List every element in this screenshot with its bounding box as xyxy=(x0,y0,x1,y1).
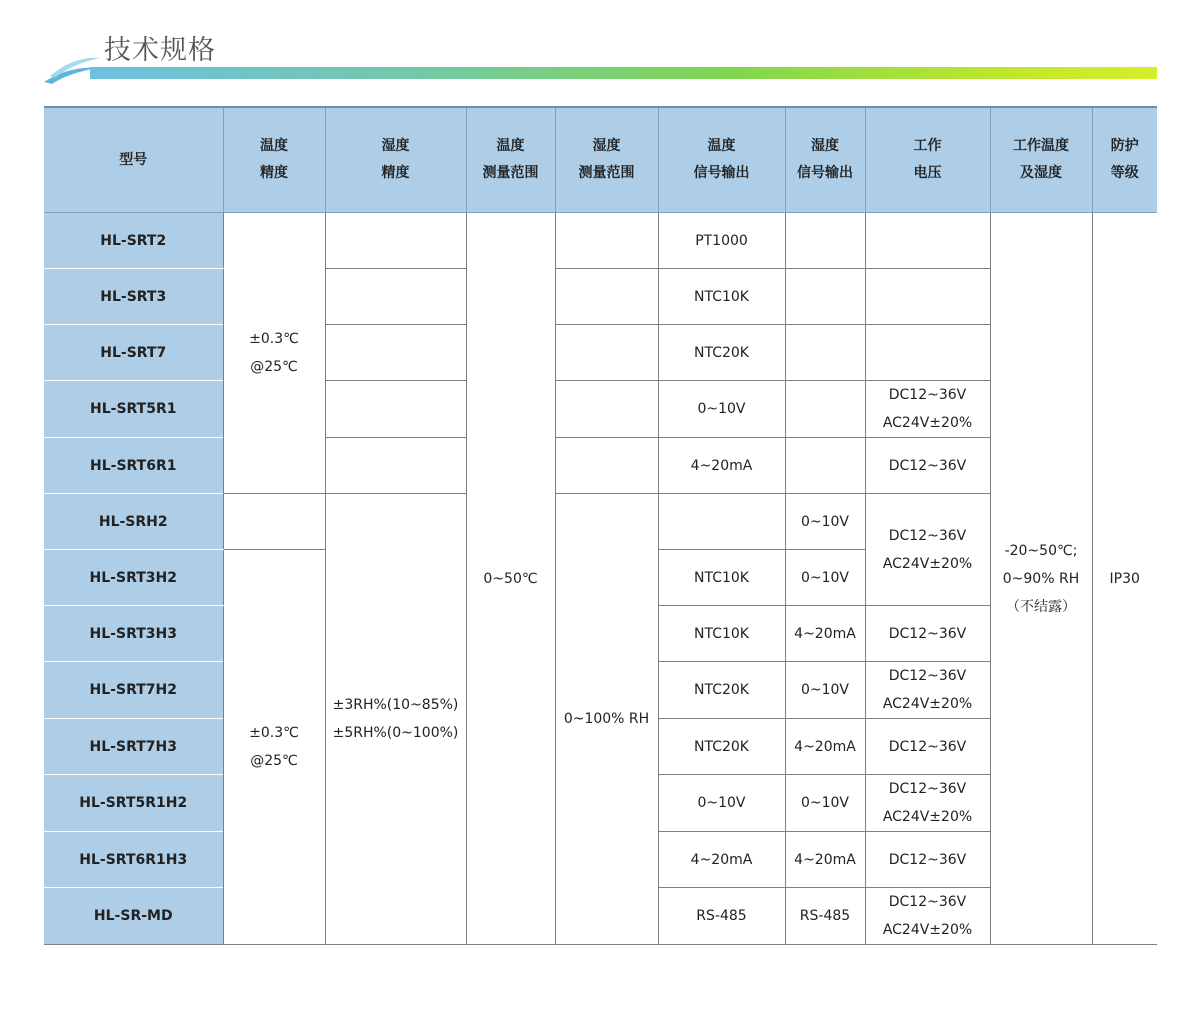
temp-signal-cell: 4~20mA xyxy=(658,438,785,494)
spec-table xyxy=(44,106,1157,945)
humidity-signal-cell xyxy=(785,325,865,381)
model-cell: HL-SRH2 xyxy=(44,494,223,550)
humidity-range-cell xyxy=(555,438,658,494)
voltage-cell: DC12~36V AC24V±20% xyxy=(865,775,990,832)
model-cell: HL-SRT2 xyxy=(44,213,223,269)
humidity-range-cell xyxy=(555,325,658,381)
humidity-signal-cell xyxy=(785,213,865,269)
voltage-cell xyxy=(865,325,990,381)
humidity-signal-cell xyxy=(785,438,865,494)
temp-signal-cell: 4~20mA xyxy=(658,832,785,888)
model-cell: HL-SRT5R1 xyxy=(44,381,223,438)
protection-cell: IP30 xyxy=(1092,213,1157,945)
model-cell: HL-SRT3H3 xyxy=(44,606,223,662)
humidity-range-cell xyxy=(555,381,658,438)
table-row xyxy=(44,213,1157,269)
voltage-cell: DC12~36V AC24V±20% xyxy=(865,888,990,945)
header-temp-signal: 温度 信号输出 xyxy=(658,107,785,213)
humidity-signal-cell: 4~20mA xyxy=(785,719,865,775)
voltage-cell: DC12~36V xyxy=(865,606,990,662)
humidity-signal-cell xyxy=(785,269,865,325)
voltage-cell: DC12~36V xyxy=(865,832,990,888)
operating-env-cell: -20~50℃; 0~90% RH （不结露） xyxy=(990,213,1092,945)
model-cell: HL-SRT3 xyxy=(44,269,223,325)
voltage-cell xyxy=(865,269,990,325)
header-row xyxy=(44,107,1157,213)
temp-signal-cell: RS-485 xyxy=(658,888,785,945)
section-header xyxy=(0,0,1200,90)
temp-accuracy-cell: ±0.3℃ @25℃ xyxy=(223,550,325,945)
header-temp-accuracy: 温度 精度 xyxy=(223,107,325,213)
model-cell: HL-SRT3H2 xyxy=(44,550,223,606)
header-protection: 防护 等级 xyxy=(1092,107,1157,213)
header-temp-range: 温度 测量范围 xyxy=(466,107,555,213)
header-humidity-accuracy: 湿度 精度 xyxy=(325,107,466,213)
temp-signal-cell: 0~10V xyxy=(658,775,785,832)
model-cell: HL-SRT7H3 xyxy=(44,719,223,775)
humidity-accuracy-cell xyxy=(325,381,466,438)
voltage-cell: DC12~36V xyxy=(865,719,990,775)
voltage-cell: DC12~36V xyxy=(865,438,990,494)
humidity-accuracy-cell xyxy=(325,438,466,494)
humidity-range-cell xyxy=(555,269,658,325)
humidity-signal-cell xyxy=(785,381,865,438)
humidity-signal-cell: 4~20mA xyxy=(785,832,865,888)
header-humidity-range: 湿度 测量范围 xyxy=(555,107,658,213)
humidity-range-cell xyxy=(555,213,658,269)
header-humidity-signal: 湿度 信号输出 xyxy=(785,107,865,213)
humidity-range-cell: 0~100% RH xyxy=(555,494,658,945)
temp-signal-cell: NTC20K xyxy=(658,719,785,775)
model-cell: HL-SRT6R1 xyxy=(44,438,223,494)
temp-signal-cell: NTC20K xyxy=(658,662,785,719)
voltage-cell: DC12~36V AC24V±20% xyxy=(865,662,990,719)
temp-accuracy-cell xyxy=(223,494,325,550)
model-cell: HL-SRT7H2 xyxy=(44,662,223,719)
model-cell: HL-SRT7 xyxy=(44,325,223,381)
humidity-signal-cell: 0~10V xyxy=(785,662,865,719)
temp-range-cell: 0~50℃ xyxy=(466,213,555,945)
temp-signal-cell: NTC10K xyxy=(658,550,785,606)
voltage-cell: DC12~36V AC24V±20% xyxy=(865,381,990,438)
temp-signal-cell: NTC20K xyxy=(658,325,785,381)
humidity-accuracy-cell xyxy=(325,325,466,381)
voltage-cell: DC12~36V AC24V±20% xyxy=(865,494,990,606)
humidity-accuracy-cell: ±3RH%(10~85%) ±5RH%(0~100%) xyxy=(325,494,466,945)
header-model: 型号 xyxy=(44,107,223,213)
page-title: 技术规格 xyxy=(104,35,216,66)
humidity-signal-cell: 0~10V xyxy=(785,550,865,606)
temp-signal-cell: PT1000 xyxy=(658,213,785,269)
humidity-signal-cell: 0~10V xyxy=(785,775,865,832)
humidity-signal-cell: 0~10V xyxy=(785,494,865,550)
humidity-accuracy-cell xyxy=(325,213,466,269)
model-cell: HL-SRT6R1H3 xyxy=(44,832,223,888)
header-voltage: 工作 电压 xyxy=(865,107,990,213)
humidity-signal-cell: RS-485 xyxy=(785,888,865,945)
humidity-accuracy-cell xyxy=(325,269,466,325)
temp-signal-cell: NTC10K xyxy=(658,269,785,325)
temp-signal-cell: NTC10K xyxy=(658,606,785,662)
temp-signal-cell: 0~10V xyxy=(658,381,785,438)
voltage-cell xyxy=(865,213,990,269)
model-cell: HL-SRT5R1H2 xyxy=(44,775,223,832)
humidity-signal-cell: 4~20mA xyxy=(785,606,865,662)
header-operating-env: 工作温度 及湿度 xyxy=(990,107,1092,213)
model-cell: HL-SR-MD xyxy=(44,888,223,945)
temp-signal-cell xyxy=(658,494,785,550)
temp-accuracy-cell: ±0.3℃ @25℃ xyxy=(223,213,325,494)
title-gradient-bar xyxy=(90,67,1157,79)
